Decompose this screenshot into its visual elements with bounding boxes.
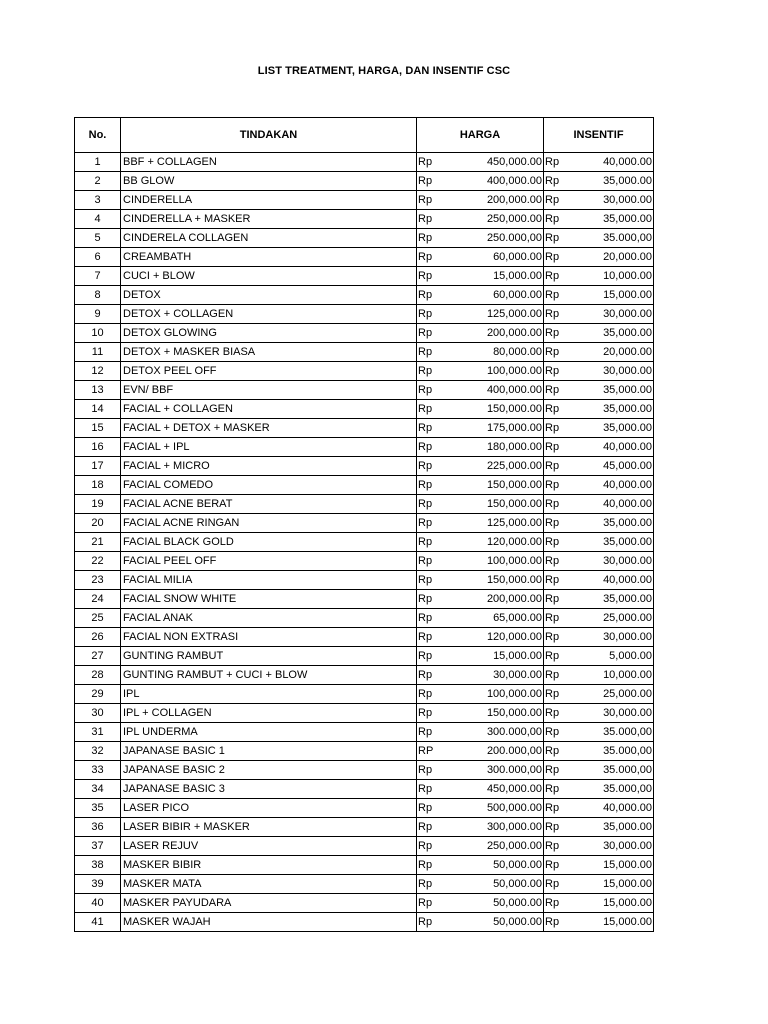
harga-value: 200.000,00 (441, 742, 544, 761)
harga-currency: Rp (417, 723, 441, 742)
row-number: 1 (75, 153, 121, 172)
harga-currency: Rp (417, 305, 441, 324)
harga-currency: Rp (417, 343, 441, 362)
treatment-name: FACIAL SNOW WHITE (121, 590, 417, 609)
treatment-name: LASER PICO (121, 799, 417, 818)
insentif-currency: Rp (544, 286, 566, 305)
harga-value: 300.000,00 (441, 761, 544, 780)
row-number: 33 (75, 761, 121, 780)
insentif-value: 35.000,00 (566, 723, 654, 742)
row-number: 12 (75, 362, 121, 381)
table-row (75, 191, 654, 210)
table-row (75, 780, 654, 799)
insentif-currency: Rp (544, 381, 566, 400)
insentif-value: 30,000.00 (566, 552, 654, 571)
insentif-currency: Rp (544, 552, 566, 571)
row-number: 10 (75, 324, 121, 343)
harga-currency: Rp (417, 780, 441, 799)
table-row (75, 514, 654, 533)
insentif-currency: Rp (544, 628, 566, 647)
insentif-value: 35,000.00 (566, 381, 654, 400)
insentif-currency: Rp (544, 438, 566, 457)
harga-value: 150,000.00 (441, 476, 544, 495)
insentif-currency: Rp (544, 191, 566, 210)
table-row (75, 495, 654, 514)
table-row (75, 856, 654, 875)
insentif-value: 30,000.00 (566, 191, 654, 210)
insentif-currency: Rp (544, 818, 566, 837)
harga-currency: Rp (417, 153, 441, 172)
harga-currency: Rp (417, 856, 441, 875)
treatment-name: GUNTING RAMBUT + CUCI + BLOW (121, 666, 417, 685)
harga-value: 200,000.00 (441, 590, 544, 609)
harga-currency: Rp (417, 248, 441, 267)
table-row (75, 533, 654, 552)
insentif-currency: Rp (544, 533, 566, 552)
row-number: 26 (75, 628, 121, 647)
treatment-name: CREAMBATH (121, 248, 417, 267)
harga-currency: Rp (417, 172, 441, 191)
row-number: 4 (75, 210, 121, 229)
harga-value: 30,000.00 (441, 666, 544, 685)
harga-value: 60,000.00 (441, 286, 544, 305)
row-number: 15 (75, 419, 121, 438)
harga-currency: Rp (417, 685, 441, 704)
treatment-name: GUNTING RAMBUT (121, 647, 417, 666)
insentif-currency: Rp (544, 210, 566, 229)
insentif-value: 35,000.00 (566, 419, 654, 438)
treatment-name: FACIAL ACNE BERAT (121, 495, 417, 514)
treatment-name: FACIAL PEEL OFF (121, 552, 417, 571)
harga-value: 200,000.00 (441, 191, 544, 210)
harga-currency: Rp (417, 875, 441, 894)
insentif-currency: Rp (544, 856, 566, 875)
harga-value: 225,000.00 (441, 457, 544, 476)
header-harga: HARGA (417, 118, 544, 153)
table-row (75, 913, 654, 932)
table-row (75, 210, 654, 229)
insentif-currency: Rp (544, 343, 566, 362)
row-number: 40 (75, 894, 121, 913)
table-row (75, 723, 654, 742)
insentif-value: 35.000,00 (566, 229, 654, 248)
treatment-name: MASKER BIBIR (121, 856, 417, 875)
harga-currency: Rp (417, 647, 441, 666)
insentif-value: 40,000.00 (566, 799, 654, 818)
harga-currency: Rp (417, 913, 441, 932)
harga-currency: Rp (417, 286, 441, 305)
harga-currency: Rp (417, 571, 441, 590)
row-number: 28 (75, 666, 121, 685)
header-insentif: INSENTIF (544, 118, 654, 153)
insentif-value: 15,000.00 (566, 875, 654, 894)
harga-currency: Rp (417, 457, 441, 476)
harga-currency: Rp (417, 533, 441, 552)
treatment-name: CINDERELLA (121, 191, 417, 210)
harga-currency: Rp (417, 495, 441, 514)
treatment-name: DETOX GLOWING (121, 324, 417, 343)
harga-currency: Rp (417, 609, 441, 628)
harga-currency: Rp (417, 552, 441, 571)
insentif-currency: Rp (544, 875, 566, 894)
harga-currency: Rp (417, 514, 441, 533)
table-row (75, 875, 654, 894)
treatment-name: MASKER WAJAH (121, 913, 417, 932)
header-tindakan: TINDAKAN (121, 118, 417, 153)
row-number: 7 (75, 267, 121, 286)
harga-value: 125,000.00 (441, 305, 544, 324)
table-row (75, 438, 654, 457)
treatment-price-table (74, 117, 654, 932)
table-row (75, 248, 654, 267)
insentif-value: 40,000.00 (566, 476, 654, 495)
insentif-value: 35,000.00 (566, 172, 654, 191)
insentif-currency: Rp (544, 704, 566, 723)
row-number: 37 (75, 837, 121, 856)
table-row (75, 609, 654, 628)
harga-currency: Rp (417, 476, 441, 495)
table-row (75, 381, 654, 400)
insentif-value: 35.000,00 (566, 761, 654, 780)
row-number: 25 (75, 609, 121, 628)
harga-value: 400,000.00 (441, 172, 544, 191)
insentif-currency: Rp (544, 362, 566, 381)
harga-value: 150,000.00 (441, 400, 544, 419)
row-number: 19 (75, 495, 121, 514)
row-number: 21 (75, 533, 121, 552)
table-row (75, 324, 654, 343)
harga-currency: Rp (417, 837, 441, 856)
harga-currency: Rp (417, 894, 441, 913)
insentif-value: 25,000.00 (566, 609, 654, 628)
table-row (75, 837, 654, 856)
insentif-value: 40,000.00 (566, 571, 654, 590)
treatment-name: CINDERELA COLLAGEN (121, 229, 417, 248)
harga-currency: Rp (417, 799, 441, 818)
insentif-currency: Rp (544, 267, 566, 286)
table-row (75, 229, 654, 248)
harga-currency: Rp (417, 590, 441, 609)
harga-value: 50,000.00 (441, 913, 544, 932)
insentif-value: 10,000.00 (566, 666, 654, 685)
insentif-currency: Rp (544, 590, 566, 609)
row-number: 20 (75, 514, 121, 533)
row-number: 3 (75, 191, 121, 210)
insentif-value: 30,000.00 (566, 628, 654, 647)
treatment-name: LASER REJUV (121, 837, 417, 856)
harga-currency: Rp (417, 229, 441, 248)
insentif-currency: Rp (544, 419, 566, 438)
insentif-value: 35,000.00 (566, 324, 654, 343)
treatment-name: FACIAL NON EXTRASI (121, 628, 417, 647)
row-number: 34 (75, 780, 121, 799)
treatment-name: IPL (121, 685, 417, 704)
table-row (75, 761, 654, 780)
table-row (75, 400, 654, 419)
treatment-name: MASKER MATA (121, 875, 417, 894)
harga-currency: Rp (417, 400, 441, 419)
insentif-currency: Rp (544, 894, 566, 913)
harga-currency: Rp (417, 818, 441, 837)
insentif-value: 35,000.00 (566, 818, 654, 837)
treatment-name: FACIAL COMEDO (121, 476, 417, 495)
insentif-value: 15,000.00 (566, 894, 654, 913)
row-number: 35 (75, 799, 121, 818)
harga-value: 250.000,00 (441, 229, 544, 248)
harga-value: 180,000.00 (441, 438, 544, 457)
table-row (75, 666, 654, 685)
treatment-name: FACIAL + IPL (121, 438, 417, 457)
harga-currency: Rp (417, 761, 441, 780)
harga-currency: Rp (417, 324, 441, 343)
table-row (75, 476, 654, 495)
table-row (75, 286, 654, 305)
table-row (75, 419, 654, 438)
insentif-value: 40,000.00 (566, 438, 654, 457)
table-row (75, 894, 654, 913)
treatment-name: CUCI + BLOW (121, 267, 417, 286)
insentif-value: 30,000.00 (566, 362, 654, 381)
treatment-name: FACIAL ACNE RINGAN (121, 514, 417, 533)
harga-value: 120,000.00 (441, 628, 544, 647)
insentif-value: 15,000.00 (566, 856, 654, 875)
insentif-value: 35,000.00 (566, 514, 654, 533)
table-row (75, 647, 654, 666)
harga-value: 250,000.00 (441, 210, 544, 229)
insentif-value: 30,000.00 (566, 837, 654, 856)
insentif-currency: Rp (544, 400, 566, 419)
insentif-value: 5,000.00 (566, 647, 654, 666)
table-row (75, 571, 654, 590)
table-row (75, 799, 654, 818)
harga-value: 100,000.00 (441, 685, 544, 704)
treatment-name: FACIAL ANAK (121, 609, 417, 628)
harga-value: 200,000.00 (441, 324, 544, 343)
treatment-name: MASKER PAYUDARA (121, 894, 417, 913)
insentif-value: 40,000.00 (566, 153, 654, 172)
table-row (75, 457, 654, 476)
table-row (75, 590, 654, 609)
table-row (75, 267, 654, 286)
harga-value: 150,000.00 (441, 704, 544, 723)
harga-value: 50,000.00 (441, 894, 544, 913)
insentif-value: 40,000.00 (566, 495, 654, 514)
treatment-name: FACIAL BLACK GOLD (121, 533, 417, 552)
page-title: LIST TREATMENT, HARGA, DAN INSENTIF CSC (257, 65, 511, 77)
treatment-name: LASER BIBIR + MASKER (121, 818, 417, 837)
harga-currency: Rp (417, 267, 441, 286)
harga-value: 15,000.00 (441, 267, 544, 286)
table-row (75, 742, 654, 761)
insentif-value: 35,000.00 (566, 533, 654, 552)
harga-value: 15,000.00 (441, 647, 544, 666)
treatment-name: FACIAL + MICRO (121, 457, 417, 476)
harga-value: 175,000.00 (441, 419, 544, 438)
insentif-currency: Rp (544, 723, 566, 742)
harga-currency: Rp (417, 210, 441, 229)
harga-value: 60,000.00 (441, 248, 544, 267)
insentif-currency: Rp (544, 571, 566, 590)
harga-currency: Rp (417, 191, 441, 210)
harga-currency: RP (417, 742, 441, 761)
row-number: 24 (75, 590, 121, 609)
harga-value: 450,000.00 (441, 153, 544, 172)
treatment-name: DETOX + MASKER BIASA (121, 343, 417, 362)
harga-value: 300.000,00 (441, 723, 544, 742)
row-number: 9 (75, 305, 121, 324)
row-number: 17 (75, 457, 121, 476)
row-number: 2 (75, 172, 121, 191)
row-number: 41 (75, 913, 121, 932)
treatment-name: FACIAL MILIA (121, 571, 417, 590)
row-number: 39 (75, 875, 121, 894)
harga-value: 120,000.00 (441, 533, 544, 552)
harga-value: 50,000.00 (441, 875, 544, 894)
insentif-currency: Rp (544, 780, 566, 799)
row-number: 36 (75, 818, 121, 837)
insentif-value: 35,000.00 (566, 400, 654, 419)
treatment-name: FACIAL + DETOX + MASKER (121, 419, 417, 438)
row-number: 38 (75, 856, 121, 875)
insentif-value: 20,000.00 (566, 343, 654, 362)
table-body (75, 153, 654, 932)
insentif-value: 20,000.00 (566, 248, 654, 267)
treatment-name: DETOX PEEL OFF (121, 362, 417, 381)
row-number: 32 (75, 742, 121, 761)
insentif-currency: Rp (544, 837, 566, 856)
insentif-value: 35.000,00 (566, 780, 654, 799)
treatment-name: BB GLOW (121, 172, 417, 191)
insentif-currency: Rp (544, 514, 566, 533)
treatment-name: CINDERELLA + MASKER (121, 210, 417, 229)
insentif-currency: Rp (544, 913, 566, 932)
table-row (75, 552, 654, 571)
treatment-name: IPL + COLLAGEN (121, 704, 417, 723)
row-number: 31 (75, 723, 121, 742)
table-row (75, 305, 654, 324)
harga-value: 150,000.00 (441, 571, 544, 590)
table-row (75, 172, 654, 191)
row-number: 18 (75, 476, 121, 495)
harga-currency: Rp (417, 628, 441, 647)
treatment-name: IPL UNDERMA (121, 723, 417, 742)
row-number: 16 (75, 438, 121, 457)
harga-value: 150,000.00 (441, 495, 544, 514)
treatment-name: FACIAL + COLLAGEN (121, 400, 417, 419)
harga-value: 250,000.00 (441, 837, 544, 856)
row-number: 29 (75, 685, 121, 704)
harga-value: 100,000.00 (441, 362, 544, 381)
harga-value: 125,000.00 (441, 514, 544, 533)
insentif-currency: Rp (544, 476, 566, 495)
insentif-currency: Rp (544, 305, 566, 324)
header-no: No. (75, 118, 121, 153)
insentif-currency: Rp (544, 609, 566, 628)
table-row (75, 704, 654, 723)
insentif-value: 30,000.00 (566, 704, 654, 723)
table-row (75, 362, 654, 381)
table-row (75, 685, 654, 704)
insentif-currency: Rp (544, 248, 566, 267)
table-row (75, 818, 654, 837)
harga-value: 400,000.00 (441, 381, 544, 400)
harga-currency: Rp (417, 419, 441, 438)
harga-value: 450,000.00 (441, 780, 544, 799)
harga-value: 65,000.00 (441, 609, 544, 628)
row-number: 14 (75, 400, 121, 419)
header-row (75, 118, 654, 153)
insentif-currency: Rp (544, 229, 566, 248)
row-number: 6 (75, 248, 121, 267)
treatment-name: JAPANASE BASIC 1 (121, 742, 417, 761)
row-number: 8 (75, 286, 121, 305)
treatment-name: JAPANASE BASIC 2 (121, 761, 417, 780)
insentif-currency: Rp (544, 172, 566, 191)
harga-value: 100,000.00 (441, 552, 544, 571)
harga-value: 500,000.00 (441, 799, 544, 818)
table-row (75, 343, 654, 362)
insentif-value: 35,000.00 (566, 590, 654, 609)
row-number: 13 (75, 381, 121, 400)
insentif-currency: Rp (544, 457, 566, 476)
insentif-currency: Rp (544, 761, 566, 780)
row-number: 27 (75, 647, 121, 666)
row-number: 11 (75, 343, 121, 362)
insentif-currency: Rp (544, 153, 566, 172)
table-row (75, 628, 654, 647)
insentif-value: 30,000.00 (566, 305, 654, 324)
insentif-value: 45,000.00 (566, 457, 654, 476)
insentif-value: 15,000.00 (566, 913, 654, 932)
insentif-currency: Rp (544, 324, 566, 343)
harga-value: 80,000.00 (441, 343, 544, 362)
insentif-value: 35.000,00 (566, 742, 654, 761)
row-number: 30 (75, 704, 121, 723)
insentif-value: 15,000.00 (566, 286, 654, 305)
table-row (75, 153, 654, 172)
treatment-name: EVN/ BBF (121, 381, 417, 400)
insentif-currency: Rp (544, 666, 566, 685)
treatment-name: JAPANASE BASIC 3 (121, 780, 417, 799)
row-number: 22 (75, 552, 121, 571)
insentif-currency: Rp (544, 685, 566, 704)
row-number: 5 (75, 229, 121, 248)
row-number: 23 (75, 571, 121, 590)
harga-currency: Rp (417, 362, 441, 381)
insentif-currency: Rp (544, 742, 566, 761)
treatment-name: BBF + COLLAGEN (121, 153, 417, 172)
harga-value: 50,000.00 (441, 856, 544, 875)
harga-currency: Rp (417, 438, 441, 457)
harga-value: 300,000.00 (441, 818, 544, 837)
harga-currency: Rp (417, 381, 441, 400)
insentif-currency: Rp (544, 495, 566, 514)
insentif-value: 35,000.00 (566, 210, 654, 229)
harga-currency: Rp (417, 704, 441, 723)
insentif-currency: Rp (544, 799, 566, 818)
harga-currency: Rp (417, 666, 441, 685)
insentif-currency: Rp (544, 647, 566, 666)
treatment-name: DETOX (121, 286, 417, 305)
insentif-value: 10,000.00 (566, 267, 654, 286)
insentif-value: 25,000.00 (566, 685, 654, 704)
treatment-name: DETOX + COLLAGEN (121, 305, 417, 324)
